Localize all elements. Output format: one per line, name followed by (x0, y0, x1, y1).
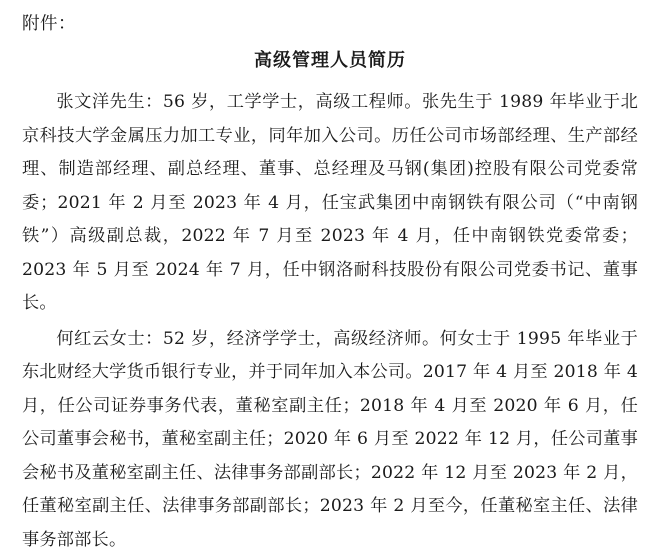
biography-paragraph: 何红云女士：52 岁，经济学学士，高级经济师。何女士于 1995 年毕业于东北财经大学货币银行专业，并于同年加入本公司。2017 年 4 月至 2018 年 4 月，任公司证券事务代表，董秘室副主任；2018 年 4 月至 2020 年 6 月，任公司董事会秘书，董秘室副主任；2020 年 6 月至 2022 年 12 月，任公司董事会秘书及董秘室副主任、法律事务部副部长；2022 年 12 月至 2023 年 2 月，任董秘室副主任、法律事务部副部长；2023 年 2 月至今，任董秘室主任、法律事务部部长。 (22, 323, 638, 557)
biography-paragraph: 张文洋先生：56 岁，工学学士，高级工程师。张先生于 1989 年毕业于北京科技大学金属压力加工专业，同年加入公司。历任公司市场部经理、生产部经理、制造部经理、副总经理、董事、总经理及马钢(集团)控股有限公司党委常委；2021 年 2 月至 2023 年 4 月，任宝武集团中南钢铁有限公司（“中南钢铁”）高级副总裁，2022 年 7 月至 2023 年 4 月，任中南钢铁党委常委；2023 年 5 月至 2024 年 7 月，任中钢洛耐科技股份有限公司党委书记、董事长。 (22, 86, 638, 321)
page-title: 高级管理人员简历 (22, 46, 638, 76)
attachment-label: 附件： (22, 10, 638, 38)
